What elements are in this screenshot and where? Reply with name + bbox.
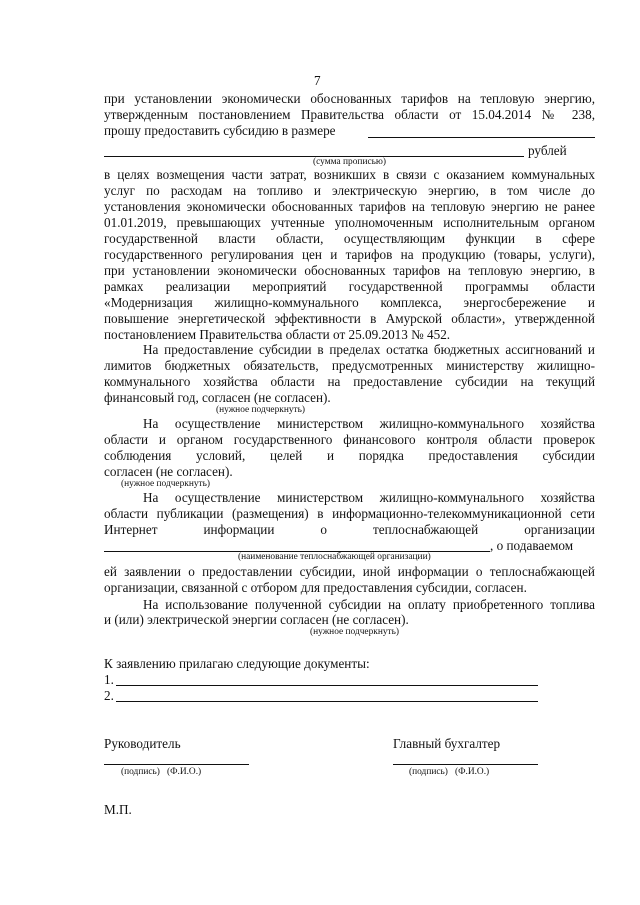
p2-line-4: 01.01.2019, превышающих учтенные уполномоченным исполнительным органом	[104, 215, 595, 230]
p2-line-2: услуг по расходам на топливо и электрическую энергию, в том числе до	[104, 183, 595, 198]
amount-blank-line-1	[368, 137, 595, 138]
caption-underline-3: (нужное подчеркнуть)	[310, 627, 400, 637]
head-title: Руководитель	[104, 736, 181, 751]
accountant-title: Главный бухгалтер	[393, 736, 501, 751]
p2-line-5: государственной власти области, осуществляющим функции в сфере	[104, 231, 595, 246]
p5-tail: , о подаваемом	[490, 538, 574, 553]
p3-line-3: коммунального хозяйства области на предоставление субсидии на текущий	[104, 374, 595, 389]
p2-line-10: повышение энергетической эффективности в Амурской области», утвержденной	[104, 311, 595, 326]
p5-line-5: ей заявлении о предоставлении субсидии, иной информации о теплоснабжающей	[104, 564, 595, 579]
p5-line-2: области публикации (размещения) в информационно-телекоммуникационной сети	[104, 506, 595, 521]
p2-line-8: рамках реализации мероприятий государственной программы области	[104, 279, 595, 294]
p4-line-2: области и органом государственного финансового контроля области проверок	[104, 432, 595, 447]
attachment-1-number: 1.	[104, 672, 114, 687]
head-signature-line	[104, 764, 249, 765]
p1-line-2: утвержденным постановлением Правительства области от 15.04.2014 № 238,	[104, 107, 595, 122]
p1-line-3: прошу предоставить субсидию в размере	[104, 123, 336, 138]
p3-line-2: лимитов бюджетных обязательств, предусмотренных министерству жилищно-	[104, 358, 595, 373]
p6-line-2: и (или) электрической энергии согласен (не согласен).	[104, 612, 409, 627]
page-number: 7	[314, 73, 321, 88]
stamp-place: М.П.	[104, 802, 132, 817]
p2-line-6: государственного регулирования цен и тарифов на продукцию (товары, услуги),	[104, 247, 595, 262]
attachment-1-line	[116, 685, 538, 686]
caption-underline-1: (нужное подчеркнуть)	[216, 405, 306, 415]
p3-line-4: финансовый год, согласен (не согласен).	[104, 390, 331, 405]
accountant-signature-line	[393, 764, 538, 765]
p5-line-6: организации, связанной с отбором для предоставления субсидии, согласен.	[104, 580, 527, 595]
p6-line-1: На использование полученной субсидии на оплату приобретенного топлива	[143, 597, 595, 612]
attachment-2-number: 2.	[104, 688, 114, 703]
head-signature-caption: (подпись) (Ф.И.О.)	[121, 767, 202, 777]
p4-line-3: соблюдения условий, целей и порядка предоставления субсидии	[104, 448, 595, 463]
p2-line-7: при установлении экономически обоснованных тарифов на тепловую энергию, в	[104, 263, 595, 278]
attachments-intro: К заявлению прилагаю следующие документы:	[104, 656, 370, 671]
accountant-signature-caption: (подпись) (Ф.И.О.)	[409, 767, 490, 777]
attachment-2-line	[116, 701, 538, 702]
p1-line-1: при установлении экономически обоснованных тарифов на тепловую энергию,	[104, 91, 595, 106]
p4-line-4: согласен (не согласен).	[104, 464, 233, 479]
p5-line-1: На осуществление министерством жилищно-коммунального хозяйства	[143, 490, 595, 505]
caption-amount-in-words: (сумма прописью)	[313, 157, 387, 167]
p2-line-3: установления экономически обоснованных тарифов на тепловую энергию не ранее	[104, 199, 595, 214]
p3-line-1: На предоставление субсидии в пределах остатка бюджетных ассигнований и	[143, 342, 595, 357]
p2-line-1: в целях возмещения части затрат, возникших в связи с оказанием коммунальных	[104, 167, 595, 182]
p2-line-9: «Модернизация жилищно-коммунального комплекса, энергосбережение и	[104, 295, 595, 310]
p2-line-11: постановлением Правительства области от 25.09.2013 № 452.	[104, 327, 451, 342]
p4-line-1: На осуществление министерством жилищно-коммунального хозяйства	[143, 416, 595, 431]
caption-org-name: (наименование теплоснабжающей организации)	[238, 552, 431, 562]
currency-word: рублей	[528, 143, 567, 158]
caption-underline-2: (нужное подчеркнуть)	[121, 479, 211, 489]
p5-line-3: Интернет информации о теплоснабжающей организации	[104, 522, 595, 537]
